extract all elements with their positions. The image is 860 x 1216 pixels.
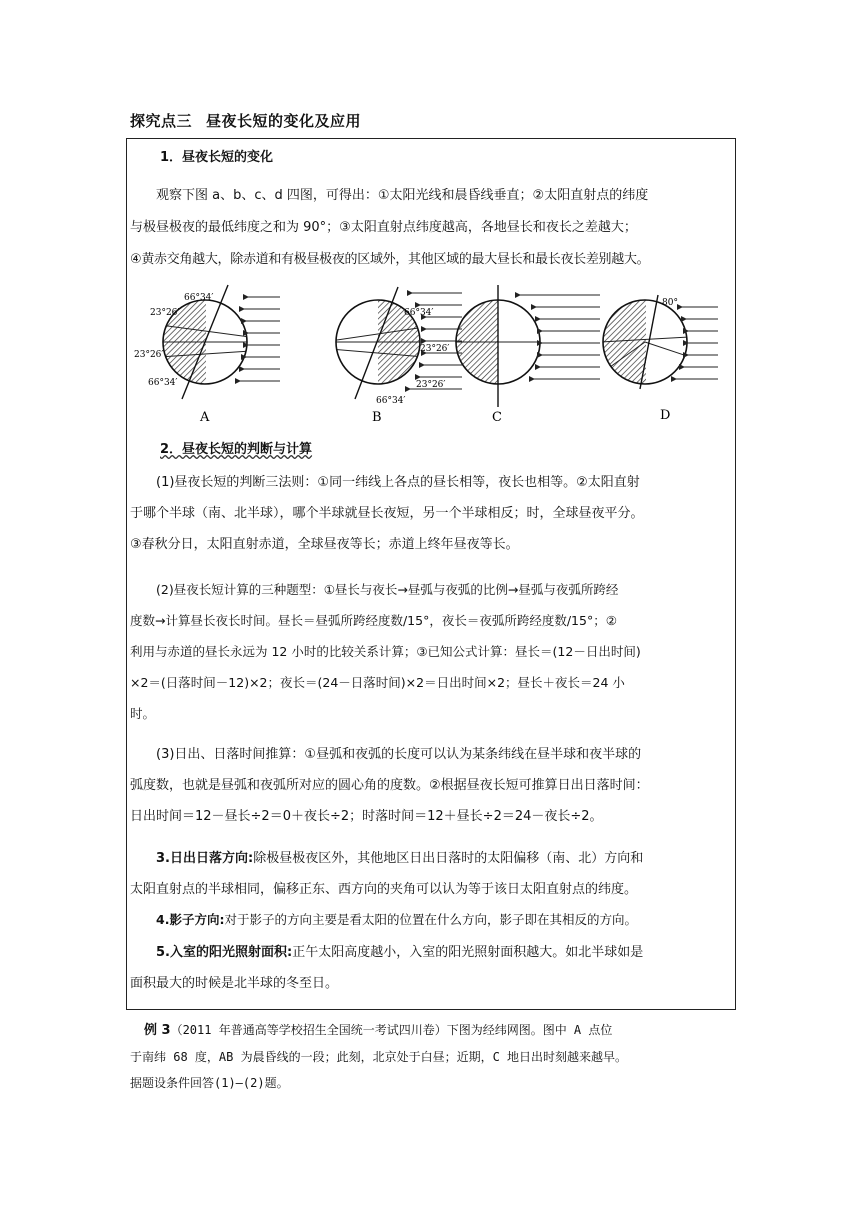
p1-line: 于哪个半球（南、北半球），哪个半球就昼长夜短，另一个半球相反；时，全球昼夜平分。 — [130, 506, 644, 521]
example-block — [130, 1017, 734, 1096]
globe-d — [600, 295, 718, 423]
lat-label: 66°34′ — [184, 293, 214, 303]
sec1-line: 观察下图 a、b、c、d 四图，可得出：①太阳光线和晨昏线垂直；②太阳直射点的纬度 — [156, 188, 649, 203]
lat-label: 23°26′ — [150, 308, 180, 318]
sec2-p2 — [130, 574, 730, 729]
globe-b — [330, 287, 462, 425]
sec2-p3 — [130, 739, 730, 832]
example-line: （2011 年普通高等学校招生全国统一考试四川卷）下图为经纬网图。图中 A 点位 — [170, 1023, 613, 1037]
p1-line: (1)昼夜长短的判断三法则：①同一纬线上各点的昼长相等，夜长也相等。②太阳直射 — [156, 475, 640, 490]
lat-label: 80° — [662, 298, 678, 308]
p1-line: ③春秋分日，太阳直射赤道，全球昼夜等长；赤道上终年昼夜等长。 — [130, 537, 519, 552]
p2-line: (2)昼夜长短计算的三种题型：①昼长与夜长→昼弧与夜弧的比例→昼弧与夜弧所跨经 — [156, 582, 619, 597]
lat-label: 66°34′ — [404, 308, 434, 318]
p3-line: 日出时间＝12－昼长÷2＝0＋夜长÷2；时落时间＝12＋昼长÷2＝24－夜长÷2。 — [130, 809, 603, 824]
p3-line: (3)日出、日落时间推算：①昼弧和夜弧的长度可以认为某条纬线在昼半球和夜半球的 — [156, 747, 642, 762]
sec3-line: 太阳直射点的半球相同，偏移正东、西方向的夹角可以认为等于该日太阳直射点的纬度。 — [130, 882, 638, 897]
sec5-line: 面积最大的时候是北半球的冬至日。 — [130, 976, 339, 991]
sec1-body — [130, 180, 730, 276]
example-line: 据题设条件回答(1)—(2)题。 — [130, 1076, 289, 1090]
heading-title: 昼夜长短的变化及应用 — [206, 112, 362, 130]
lat-label: 23°26′ — [134, 350, 164, 360]
lat-label: 23°26′ — [416, 380, 446, 390]
sec3 — [130, 843, 730, 905]
globe-a — [134, 285, 280, 425]
globe-label: D — [660, 408, 671, 423]
heading-label: 探究点三 — [130, 112, 193, 130]
sec2-title — [160, 440, 760, 460]
p3-line: 弧度数，也就是昼弧和夜弧所对应的圆心角的度数。②根据昼夜长短可推算日出日落时间： — [130, 778, 649, 793]
globe-label: B — [372, 410, 382, 425]
sec5-line: 正午太阳高度越小，入室的阳光照射面积越大。如北半球如是 — [292, 945, 644, 960]
sec4 — [130, 904, 730, 935]
section-heading — [130, 110, 361, 131]
sec3-line: 除极昼极夜区外，其他地区日出日落时的太阳偏移（南、北）方向和 — [253, 851, 644, 866]
p2-line: 利用与赤道的昼长永远为 12 小时的比较关系计算；③已知公式计算：昼长＝(12－日出时间) — [130, 644, 641, 659]
example-line: 于南纬 68 度，AB 为晨昏线的一段；此刻，北京处于白昼；近期，C 地日出时刻越来越早。 — [130, 1050, 628, 1064]
p2-line: ×2＝(日落时间－12)×2；夜长＝(24－日落时间)×2＝日出时间×2；昼长＋夜长＝24 小 — [130, 675, 625, 690]
sec2-title-text: 2．昼夜长短的判断与计算 — [160, 442, 313, 457]
globe-label: C — [492, 410, 502, 425]
lat-label: 23°26′ — [420, 344, 450, 354]
sec5 — [130, 937, 730, 999]
globe-c — [454, 285, 600, 425]
sec5-label: 5.入室的阳光照射面积: — [156, 945, 293, 960]
sec1-line: ④黄赤交角越大，除赤道和有极昼极夜的区域外，其他区域的最大昼长和最长夜长差别越大。 — [130, 252, 650, 267]
lat-label: 66°34′ — [376, 396, 406, 406]
sec3-label: 3.日出日落方向: — [156, 851, 254, 866]
example-label: 例 3 — [144, 1023, 171, 1038]
sec1-line: 与极昼极夜的最低纬度之和为 90°；③太阳直射点纬度越高，各地昼长和夜长之差越大； — [130, 220, 637, 235]
p2-line: 度数→计算昼长夜长时间。昼长＝昼弧所跨经度数/15°，夜长＝夜弧所跨经度数/15°；② — [130, 613, 617, 628]
p2-line: 时。 — [130, 706, 156, 721]
sec2-p1 — [130, 467, 730, 560]
sec1-title: 1．昼夜长短的变化 — [160, 150, 274, 165]
globe-figure — [134, 285, 720, 430]
sec4-text: 对于影子的方向主要是看太阳的位置在什么方向，影子即在其相反的方向。 — [224, 912, 637, 927]
sec4-label: 4.影子方向: — [156, 912, 225, 927]
globe-label: A — [200, 410, 210, 425]
lat-label: 66°34′ — [148, 378, 178, 388]
